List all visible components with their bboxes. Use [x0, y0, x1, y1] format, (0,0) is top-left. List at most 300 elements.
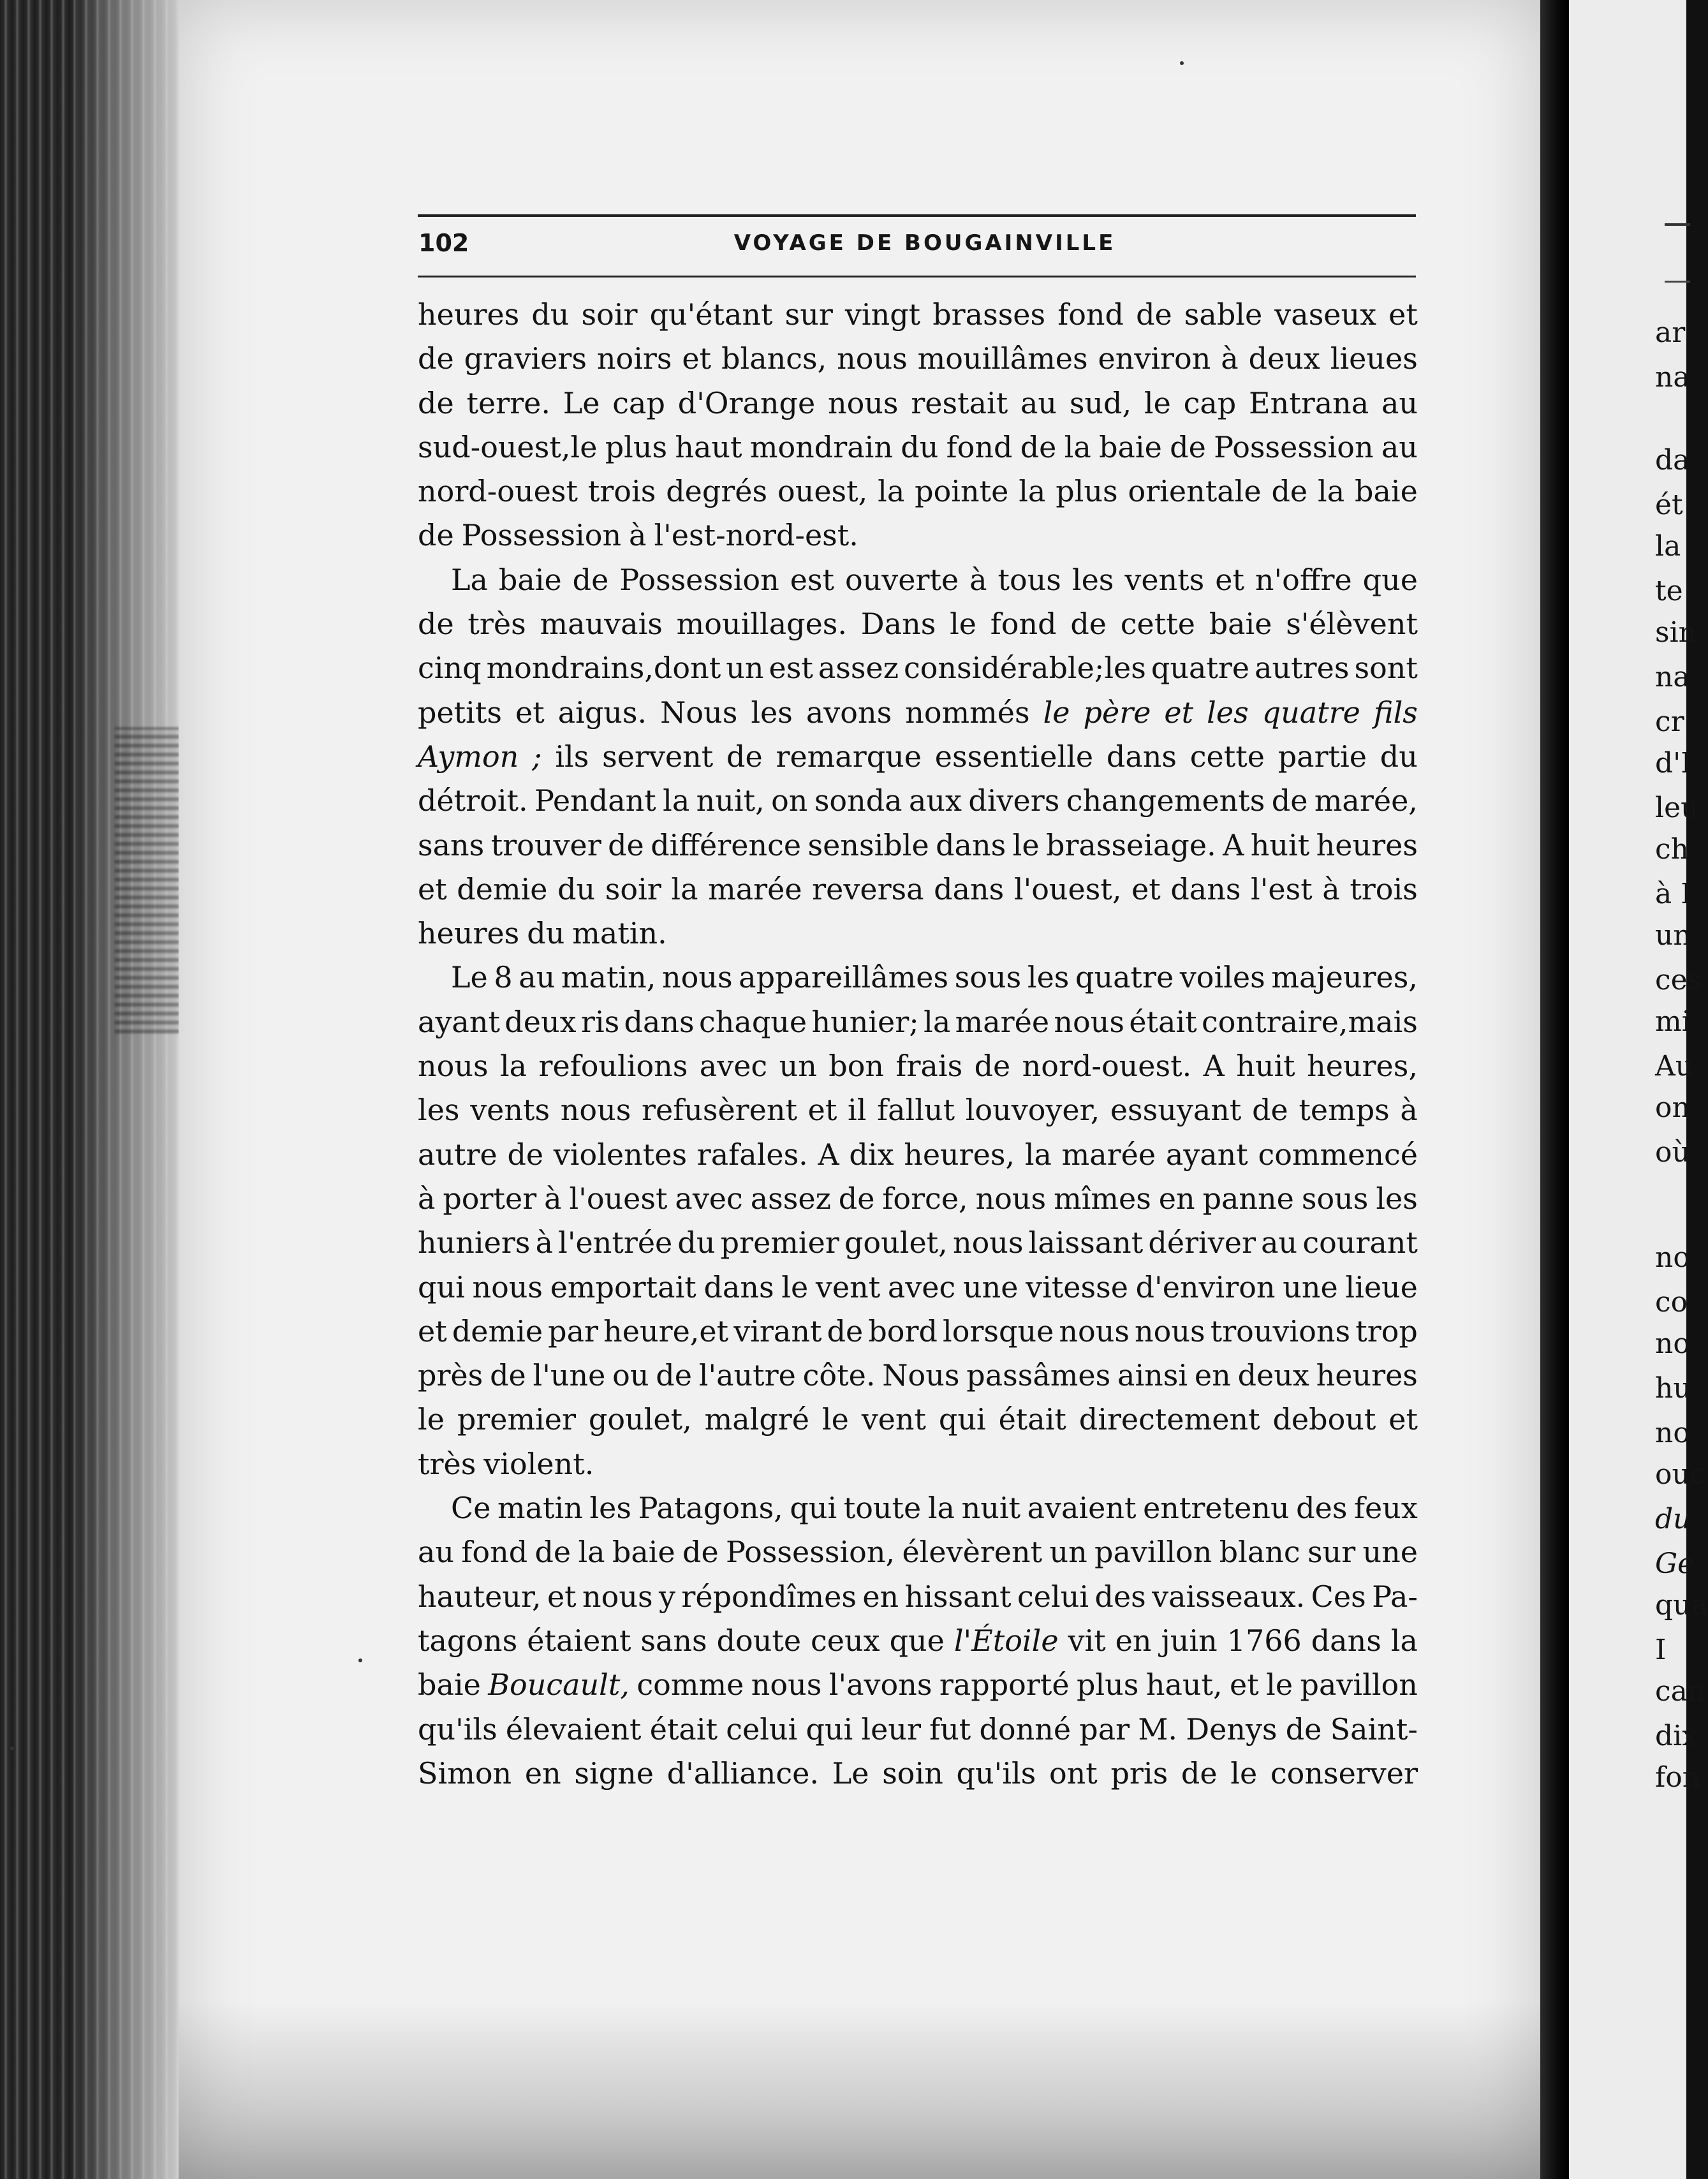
word: tagons	[418, 1623, 518, 1658]
word: dans	[624, 1004, 695, 1039]
word: s'élèvent	[1286, 607, 1418, 642]
word: mouillâmes	[917, 341, 1088, 376]
word: autre	[418, 1137, 497, 1172]
header-rule-top	[418, 214, 1416, 217]
word: qu'étant	[649, 297, 773, 332]
text-line	[418, 1004, 1418, 1051]
word: le	[1144, 385, 1171, 420]
word: hunier;	[811, 1004, 919, 1039]
word: la	[1064, 429, 1091, 464]
word: trouvions	[1210, 1313, 1351, 1348]
word: Boucault,	[488, 1667, 629, 1703]
word: du	[557, 871, 596, 906]
word: dans	[1311, 1623, 1381, 1658]
word: la	[578, 1535, 605, 1570]
word: hauteur,	[418, 1579, 541, 1614]
gutter-shade	[77, 0, 185, 2179]
word: Le	[832, 1755, 869, 1791]
running-title: VOYAGE DE BOUGAINVILLE	[733, 230, 1116, 256]
word: avaient	[1027, 1491, 1137, 1526]
word: dans	[934, 871, 1005, 906]
text-line	[418, 518, 1418, 565]
word: doute	[716, 1623, 802, 1658]
word: sensible	[807, 827, 929, 862]
word: Possession	[619, 562, 779, 597]
word: et	[682, 341, 712, 376]
word: Ce	[451, 1491, 491, 1526]
text-line	[418, 739, 1418, 786]
word: pavillon	[1094, 1535, 1212, 1570]
word: panne	[1202, 1181, 1294, 1216]
word: était	[1129, 1004, 1197, 1039]
word: Pa-	[1372, 1579, 1418, 1614]
word: une	[1362, 1535, 1418, 1570]
word: élevaient	[505, 1711, 642, 1747]
word: très	[467, 607, 526, 642]
word: hissant	[904, 1579, 1012, 1614]
word: petits	[418, 695, 502, 730]
word: et	[1215, 562, 1244, 597]
word: des	[1094, 1579, 1146, 1614]
word: le	[950, 607, 977, 642]
word: emportait	[550, 1269, 696, 1304]
facing-page-fragment: na	[1655, 361, 1690, 394]
word: cap	[612, 385, 665, 420]
word: Le	[451, 960, 488, 995]
word: divers	[968, 783, 1060, 818]
word: assez	[818, 651, 899, 686]
word: très	[418, 1446, 476, 1481]
word: cette	[1120, 607, 1195, 642]
word: premier	[457, 1402, 577, 1437]
word: trop	[1355, 1313, 1418, 1348]
word: et	[1230, 1667, 1259, 1703]
word: répondîmes	[681, 1579, 857, 1614]
word: à	[1322, 871, 1340, 906]
word: Entrana	[1249, 385, 1369, 420]
word: chaque	[699, 1004, 807, 1039]
word: sans	[418, 827, 485, 862]
word: est	[790, 562, 835, 597]
facing-page-fragment: dix	[1655, 1720, 1698, 1752]
word: considérable;les	[903, 651, 1146, 686]
word: les	[418, 1093, 460, 1128]
facing-page-fragment: ouc	[1655, 1458, 1706, 1491]
word: servent	[602, 739, 714, 774]
word: de	[418, 518, 454, 553]
word: Saint-	[1330, 1711, 1418, 1747]
word: la	[924, 1004, 951, 1039]
word: brasseiage.	[1045, 827, 1216, 862]
word: pavillon	[1300, 1667, 1418, 1703]
word: mondrain	[749, 429, 893, 464]
facing-page-fragment: co	[1655, 1286, 1688, 1318]
word: heures	[418, 297, 520, 332]
word: d'Orange	[677, 385, 816, 420]
word: l'est-nord-est.	[654, 518, 858, 553]
word: au	[1020, 385, 1057, 420]
word: ainsi	[1117, 1358, 1188, 1393]
word: vingt	[844, 297, 921, 332]
word: mauvais	[540, 607, 663, 642]
word: était	[649, 1711, 718, 1747]
word: à	[629, 518, 647, 553]
page-number: 102	[418, 229, 469, 257]
word: à	[969, 562, 987, 597]
word: comme	[637, 1667, 744, 1703]
word: partie	[1277, 739, 1367, 774]
word: dans	[936, 827, 1006, 862]
word: heure,et	[603, 1313, 729, 1348]
word: A	[1203, 1049, 1225, 1084]
word: l'est	[1251, 871, 1313, 906]
word: au	[1381, 429, 1418, 464]
word: par	[548, 1313, 599, 1348]
word: changements	[1066, 783, 1265, 818]
word: reversa	[812, 871, 924, 906]
word: nord-ouest.	[1022, 1049, 1192, 1084]
word: la	[927, 1491, 955, 1526]
word: l'ouest,	[1013, 871, 1122, 906]
word: de	[1070, 607, 1107, 642]
word: ayant	[418, 1004, 500, 1039]
word: nuit,	[696, 783, 765, 818]
facing-page-fragment: ar	[1655, 316, 1686, 349]
word: et	[807, 1093, 837, 1128]
word: nous	[1059, 1313, 1130, 1348]
word: d'environ	[1135, 1269, 1276, 1304]
word: soir	[581, 297, 638, 332]
word: de	[974, 1049, 1011, 1084]
word: et	[418, 1313, 447, 1348]
word: nous	[662, 960, 733, 995]
text-line	[418, 1051, 1418, 1095]
word: heures,	[1307, 1049, 1418, 1084]
facing-page-fragment: où	[1655, 1136, 1690, 1169]
word: avec	[675, 1181, 743, 1216]
page-speck	[358, 1658, 362, 1662]
word: deux	[1237, 1358, 1309, 1393]
word: de	[1181, 1755, 1218, 1791]
word: les	[589, 1491, 631, 1526]
word: lorsque	[943, 1313, 1054, 1348]
word: heures	[1316, 827, 1418, 862]
word: les	[1071, 562, 1114, 597]
word: sur	[784, 297, 833, 332]
word: Possession	[461, 518, 622, 553]
text-line	[418, 1623, 1418, 1670]
word: deux	[504, 1004, 577, 1039]
word: Possession,	[726, 1535, 895, 1570]
word: rafales.	[696, 1137, 808, 1172]
text-line	[418, 1537, 1418, 1581]
word: aigus.	[557, 695, 647, 730]
word: le	[1230, 1755, 1258, 1791]
facing-page-fragment: na	[1655, 661, 1690, 693]
word: la	[1318, 474, 1345, 509]
word: que	[1362, 562, 1418, 597]
word: vaseux	[1274, 297, 1377, 332]
word: et	[1388, 1402, 1418, 1437]
word: ayant	[1165, 1137, 1248, 1172]
word: à	[544, 1181, 562, 1216]
word: entretenu	[1143, 1491, 1290, 1526]
text-line	[418, 827, 1418, 875]
page-speck	[10, 1747, 14, 1750]
word: la	[1390, 1623, 1418, 1658]
facing-page-fragment: sin	[1655, 616, 1697, 649]
word: Possession	[1214, 429, 1374, 464]
word: huit	[1250, 827, 1310, 862]
word: côte.	[802, 1358, 876, 1393]
word: l'une	[533, 1358, 606, 1393]
word: restait	[911, 385, 1008, 420]
word: l'ouest	[569, 1181, 668, 1216]
word: frais	[895, 1049, 963, 1084]
word: sous	[954, 960, 1022, 995]
word: force,	[882, 1181, 968, 1216]
word: le	[1266, 1667, 1293, 1703]
word: du	[527, 916, 565, 951]
word: et	[515, 695, 545, 730]
word: qu'ils	[956, 1755, 1036, 1791]
word: fond	[461, 1535, 528, 1570]
word: et	[418, 871, 447, 906]
text-line	[418, 783, 1418, 830]
word: signe	[574, 1755, 654, 1791]
word: refoulions	[538, 1049, 688, 1084]
word: conserver	[1270, 1755, 1418, 1791]
word: n'offre	[1255, 562, 1352, 597]
word: soin	[882, 1755, 943, 1791]
word: ;	[532, 739, 542, 774]
word: refusèrent	[641, 1093, 797, 1128]
text-line	[418, 476, 1418, 521]
word: que	[889, 1623, 945, 1658]
word: de	[507, 1137, 544, 1172]
word: qu'ils	[418, 1711, 497, 1747]
facing-page-fragment: can	[1655, 1675, 1706, 1708]
word: cinq	[418, 651, 482, 686]
facing-page-fragment: te	[1655, 575, 1683, 607]
word: de	[490, 1358, 526, 1393]
word: sud,	[1069, 385, 1132, 420]
word: Le	[563, 385, 600, 420]
text-line	[418, 1402, 1418, 1449]
word: 8	[494, 960, 513, 995]
word: de	[418, 385, 454, 420]
page-speck	[1180, 61, 1184, 65]
word: le	[781, 1269, 809, 1304]
word: la	[499, 1049, 527, 1084]
word: autres	[1255, 651, 1350, 686]
word: fond	[946, 429, 1013, 464]
facing-page-fragment: I	[1655, 1634, 1667, 1666]
word: nous	[582, 1579, 653, 1614]
word: Denys	[1186, 1711, 1277, 1747]
word: la	[878, 474, 905, 509]
text-line	[418, 1137, 1418, 1184]
word: M.	[1138, 1711, 1178, 1747]
facing-head-rule	[1665, 223, 1690, 226]
word: plus	[1077, 1667, 1139, 1703]
word: heures	[418, 916, 520, 951]
facing-page-fragment: Ge	[1655, 1547, 1695, 1580]
word: de	[682, 1535, 719, 1570]
text-line	[418, 1755, 1418, 1803]
word: marée	[1061, 1137, 1156, 1172]
word: la	[1019, 474, 1046, 509]
text-line	[418, 429, 1418, 476]
word: nommés	[905, 695, 1030, 730]
text-line	[418, 1095, 1418, 1139]
word: feux	[1354, 1491, 1418, 1526]
word: heures	[1316, 1358, 1418, 1393]
word: trouver	[490, 827, 601, 862]
word: mouillages.	[676, 607, 848, 642]
word: contraire,mais	[1202, 1004, 1418, 1039]
word: une	[962, 1269, 1019, 1304]
text-line	[418, 916, 1418, 963]
text-line	[418, 1493, 1418, 1537]
header-rule-bottom	[418, 276, 1416, 277]
word: baie	[1355, 474, 1418, 509]
word: cap	[1183, 385, 1237, 420]
word: en	[1115, 1623, 1152, 1658]
word: terre.	[466, 385, 550, 420]
word: mîmes	[1054, 1181, 1151, 1216]
word: sur	[1307, 1535, 1356, 1570]
word: vent	[815, 1269, 881, 1304]
word: Nous	[882, 1358, 960, 1393]
word: plus	[1056, 474, 1118, 509]
word: vitesse	[1026, 1269, 1128, 1304]
word: fut	[929, 1711, 971, 1747]
word: vit	[1068, 1623, 1106, 1658]
word: sans	[640, 1623, 707, 1658]
text-line	[418, 1358, 1418, 1405]
word: nous	[1054, 1004, 1124, 1039]
word: l'autre	[698, 1358, 796, 1393]
word: matin.	[572, 916, 667, 951]
word: Patagons,	[638, 1491, 783, 1526]
word: de	[1136, 297, 1172, 332]
word: huniers	[418, 1225, 531, 1260]
facing-page-fragment: hu	[1655, 1372, 1691, 1405]
word: le	[1043, 695, 1070, 730]
word: majeures,	[1271, 960, 1418, 995]
word: et	[1388, 297, 1418, 332]
word: de	[572, 562, 609, 597]
word: nous	[472, 1269, 543, 1304]
word: marée,	[1314, 783, 1418, 818]
word: remarque	[776, 739, 922, 774]
text-line	[418, 297, 1418, 344]
word: de	[1020, 429, 1057, 464]
word: d'alliance.	[666, 1755, 820, 1791]
word: blancs,	[721, 341, 827, 376]
facing-page-fragment: ch	[1655, 833, 1689, 866]
word: goulet,	[588, 1402, 692, 1437]
word: nord-ouest	[418, 474, 578, 509]
word: fils	[1373, 695, 1418, 730]
word: passâmes	[966, 1358, 1111, 1393]
word: vent	[861, 1402, 927, 1437]
word: lieue	[1345, 1269, 1418, 1304]
word: ouest,	[777, 474, 868, 509]
word: A	[1223, 827, 1244, 862]
word: une	[1283, 1269, 1338, 1304]
word: leur	[861, 1711, 921, 1747]
word: avec	[699, 1049, 768, 1084]
word: goulet,	[844, 1225, 948, 1260]
word: qui	[806, 1711, 853, 1747]
word: l'entrée	[558, 1225, 673, 1260]
word: sable	[1184, 297, 1263, 332]
word: le	[821, 1402, 849, 1437]
word: virant	[733, 1313, 822, 1348]
facing-page-fragment: on	[1655, 1091, 1690, 1124]
word: premier	[720, 1225, 839, 1260]
word: était	[998, 1402, 1066, 1437]
word: nous	[418, 1049, 489, 1084]
word: marée	[955, 1004, 1050, 1039]
word: deux	[1248, 341, 1320, 376]
word: louvoyer,	[965, 1093, 1100, 1128]
facing-page	[1569, 0, 1708, 2179]
facing-page-fragment: la	[1655, 530, 1681, 563]
word: en	[1158, 1181, 1195, 1216]
word: qui	[418, 1269, 465, 1304]
word: baie	[1209, 607, 1272, 642]
word: noirs	[596, 341, 672, 376]
text-line	[418, 609, 1418, 653]
word: nuit	[961, 1491, 1021, 1526]
word: bon	[828, 1049, 885, 1084]
word: toute	[843, 1491, 922, 1526]
word: au	[519, 960, 556, 995]
word: debout	[1272, 1402, 1376, 1437]
word: dans	[1170, 871, 1241, 906]
word: ris	[580, 1004, 620, 1039]
word: ils	[555, 739, 589, 774]
word: au	[1381, 385, 1418, 420]
word: brasses	[932, 297, 1046, 332]
word: baie	[1099, 429, 1162, 464]
word: Aymon	[418, 739, 519, 774]
word: environ	[1098, 341, 1211, 376]
word: nous	[1135, 1313, 1205, 1348]
text-line	[418, 385, 1418, 432]
facing-page-fragment: d'I	[1655, 747, 1692, 779]
word: aux	[909, 783, 962, 818]
word: bord	[868, 1313, 938, 1348]
book-gutter-left	[0, 0, 185, 2179]
word: de	[827, 1313, 864, 1348]
word: degrés	[666, 474, 768, 509]
word: nous	[827, 385, 899, 420]
word: plus	[605, 429, 668, 464]
facing-head-rule-lower	[1665, 281, 1690, 283]
word: de	[1252, 1093, 1288, 1128]
word: directement	[1079, 1402, 1260, 1437]
word: A	[818, 1137, 839, 1172]
word: du	[1380, 739, 1418, 774]
word: étaient	[527, 1623, 631, 1658]
facing-page-fragment: mi	[1655, 1005, 1691, 1038]
word: et	[1131, 871, 1161, 906]
word: du	[531, 297, 570, 332]
